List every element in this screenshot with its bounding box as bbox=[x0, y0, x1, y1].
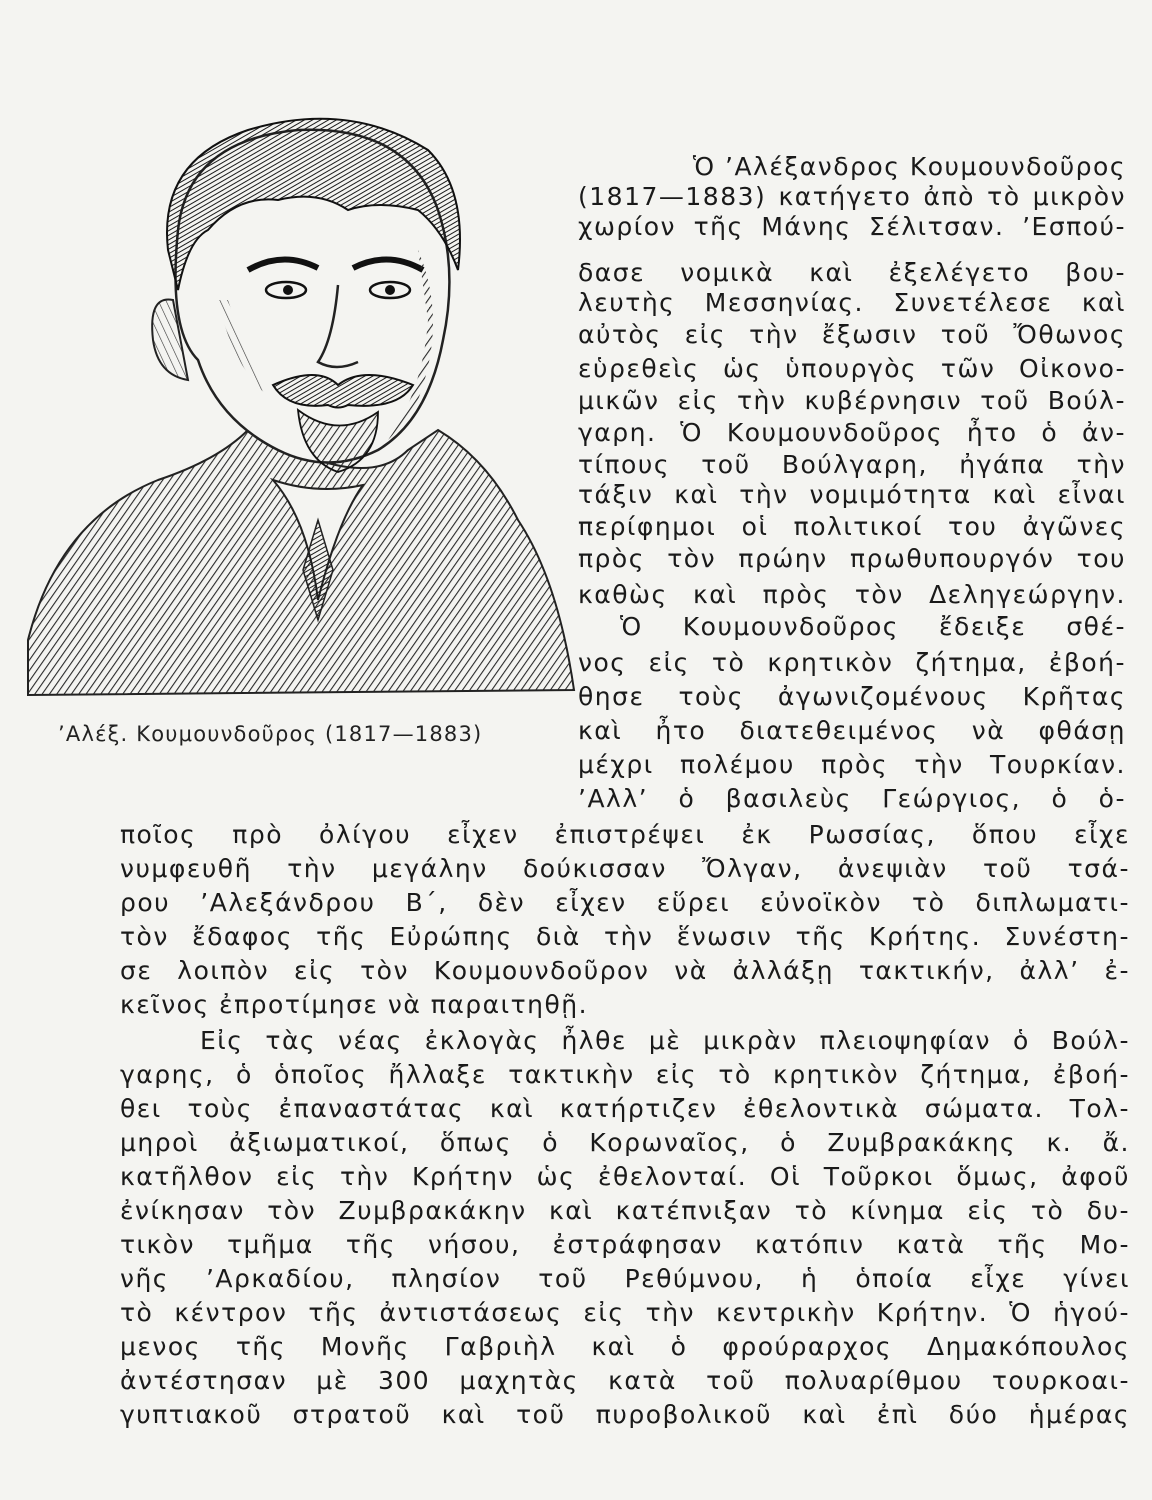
text-line: γαρη. Ὁ Κουμουνδοῦρος ἦτο ὁ ἀν- bbox=[578, 418, 1126, 447]
text-line: θησε τοὺς ἀγωνιζομένους Κρῆτας bbox=[578, 682, 1126, 711]
text-line: λευτὴς Μεσσηνίας. Συνετέλεσε καὶ bbox=[578, 288, 1126, 317]
text-line: σε λοιπὸν εἰς τὸν Κουμουνδοῦρον νὰ ἀλλάξῃ τακτικήν, ἀλλ’ ἐ- bbox=[120, 956, 1130, 985]
text-line: γυπτιακοῦ στρατοῦ καὶ τοῦ πυροβολικοῦ καὶ ἐπὶ δύο ἡμέρας bbox=[120, 1400, 1130, 1429]
text-line: τίπους τοῦ Βούλγαρη, ἠγάπα τὴν bbox=[578, 450, 1126, 479]
text-line: Εἰς τὰς νέας ἐκλογὰς ἦλθε μὲ μικρὰν πλειοψηφίαν ὁ Βούλ- bbox=[200, 1026, 1130, 1055]
text-line: καὶ ἦτο διατεθειμένος νὰ φθάσῃ bbox=[578, 716, 1126, 745]
text-line: τάξιν καὶ τὴν νομιμότητα καὶ εἶναι bbox=[578, 480, 1126, 509]
text-line: νος εἰς τὸ κρητικὸν ζήτημα, ἐβοή- bbox=[578, 648, 1126, 677]
text-line: θει τοὺς ἐπαναστάτας καὶ κατήρτιζεν ἐθελοντικὰ σώματα. Τολ- bbox=[120, 1094, 1130, 1123]
text-line: τικὸν τμῆμα τῆς νήσου, ἐστράφησαν κατόπιν κατὰ τῆς Μο- bbox=[120, 1230, 1130, 1259]
text-line: νῆς ’Αρκαδίου, πλησίον τοῦ Ρεθύμνου, ἡ ὁποία εἶχε γίνει bbox=[120, 1264, 1130, 1293]
text-line: γαρης, ὁ ὁποῖος ἤλλαξε τακτικὴν εἰς τὸ κρητικὸν ζήτημα, ἐβοή- bbox=[120, 1060, 1130, 1089]
portrait-engraving bbox=[18, 100, 578, 700]
text-line: κεῖνος ἐπροτίμησε νὰ παραιτηθῇ. bbox=[120, 990, 589, 1019]
text-line: νυμφευθῆ τὴν μεγάλην δούκισσαν Ὄλγαν, ἀνεψιὰν τοῦ τσά- bbox=[120, 854, 1130, 883]
text-line: καθὼς καὶ πρὸς τὸν Δεληγεώργην. bbox=[578, 580, 1126, 609]
text-line: μενος τῆς Μονῆς Γαβριὴλ καὶ ὁ φρούραρχος Δημακόπουλος bbox=[120, 1332, 1130, 1361]
text-line: Ὁ Κουμουνδοῦρος ἔδειξε σθέ- bbox=[620, 612, 1126, 641]
text-line: μηροὶ ἀξιωματικοί, ὅπως ὁ Κορωναῖος, ὁ Ζυμβρακάκης κ. ἄ. bbox=[120, 1128, 1130, 1157]
text-line: εὑρεθεὶς ὡς ὑπουργὸς τῶν Οἰκονο- bbox=[578, 354, 1126, 383]
text-line: κατῆλθον εἰς τὴν Κρήτην ὡς ἐθελονταί. Οἱ Τοῦρκοι ὅμως, ἀφοῦ bbox=[120, 1162, 1130, 1191]
text-line: τὸ κέντρον τῆς ἀντιστάσεως εἰς τὴν κεντρικὴν Κρήτην. Ὁ ἡγού- bbox=[120, 1298, 1130, 1327]
text-line: ρου ’Αλεξάνδρου Β΄, δὲν εἶχεν εὕρει εὐνοϊκὸν τὸ διπλωματι- bbox=[120, 888, 1130, 917]
text-line: ἀντέστησαν μὲ 300 μαχητὰς κατὰ τοῦ πολυαρίθμου τουρκοαι- bbox=[120, 1366, 1130, 1395]
text-line: μικῶν εἰς τὴν κυβέρνησιν τοῦ Βούλ- bbox=[578, 386, 1126, 415]
text-line: δασε νομικὰ καὶ ἐξελέγετο βου- bbox=[578, 258, 1126, 287]
text-line: ποῖος πρὸ ὀλίγου εἶχεν ἐπιστρέψει ἐκ Ρωσσίας, ὅπου εἶχε bbox=[120, 820, 1130, 849]
text-line: χωρίον τῆς Μάνης Σέλιτσαν. ’Εσπού- bbox=[578, 212, 1126, 241]
text-line: ἐνίκησαν τὸν Ζυμβρακάκην καὶ κατέπνιξαν τὸ κίνημα εἰς τὸ δυ- bbox=[120, 1196, 1130, 1225]
text-line: (1817—1883) κατήγετο ἀπὸ τὸ μικρὸν bbox=[578, 182, 1126, 211]
text-line: μέχρι πολέμου πρὸς τὴν Τουρκίαν. bbox=[578, 750, 1126, 779]
text-line: ’Αλλ’ ὁ βασιλεὺς Γεώργιος, ὁ ὁ- bbox=[578, 784, 1126, 813]
portrait-caption: ’Αλέξ. Κουμουνδοῦρος (1817—1883) bbox=[58, 722, 483, 746]
text-line: αὐτὸς εἰς τὴν ἔξωσιν τοῦ Ὄθωνος bbox=[578, 320, 1126, 349]
text-line: πρὸς τὸν πρώην πρωθυπουργόν του bbox=[578, 544, 1126, 573]
text-line: περίφημοι οἱ πολιτικοί του ἀγῶνες bbox=[578, 512, 1126, 541]
text-line: τὸν ἔδαφος τῆς Εὐρώπης διὰ τὴν ἕνωσιν τῆς Κρήτης. Συνέστη- bbox=[120, 922, 1130, 951]
text-line: Ὁ ’Αλέξανδρος Κουμουνδοῦρος bbox=[692, 152, 1126, 181]
